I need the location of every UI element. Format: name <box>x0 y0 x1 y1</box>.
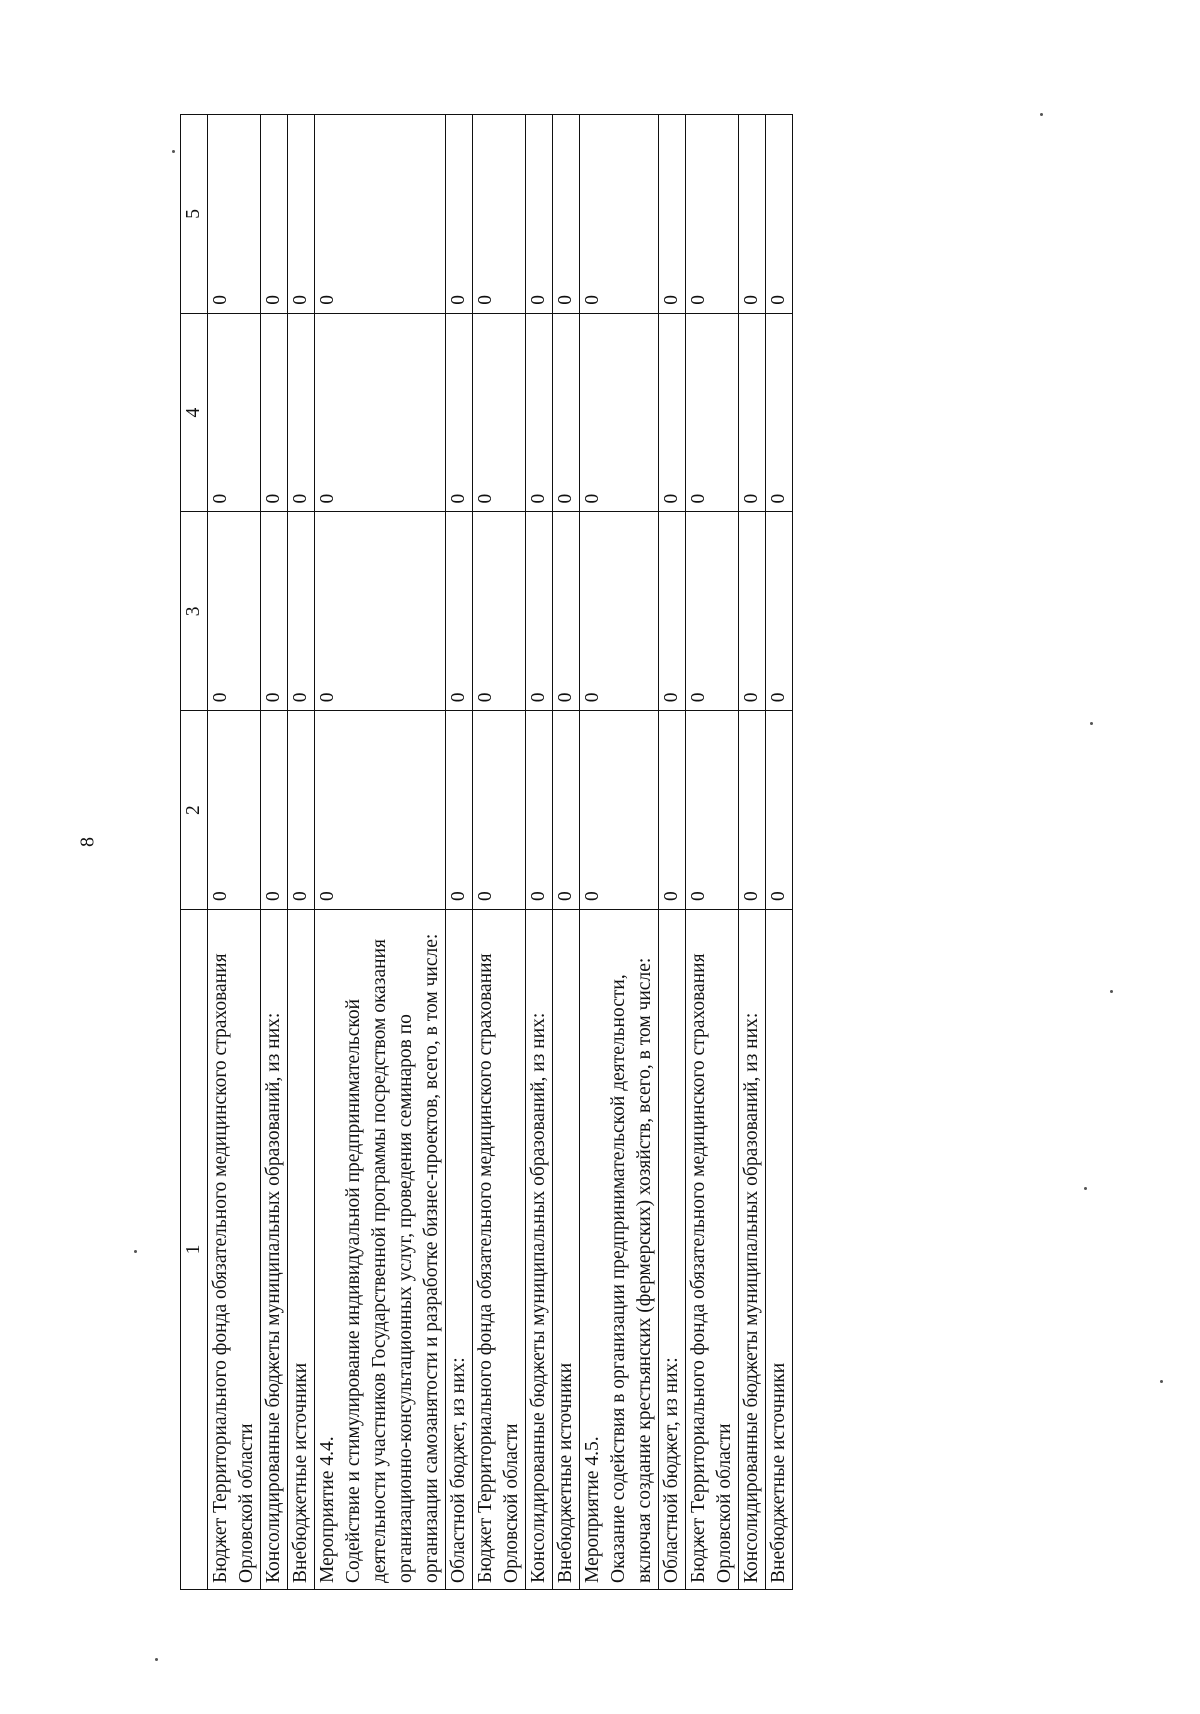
value-cell: 0 <box>446 711 473 910</box>
value-cell: 0 <box>580 711 659 910</box>
value-cell: 0 <box>473 512 526 711</box>
header-cell: 4 <box>181 313 208 512</box>
table-row <box>261 115 288 1590</box>
value-cell: 0 <box>208 711 261 910</box>
value-cell: 0 <box>739 115 766 314</box>
row-label: Мероприятие 4.4. Содействие и стимулирование индивидуальной предпринимательской деятельности участников Государственной программы посредством оказания организационно-консультационных услуг, проведения семинаров по организации самозанятости и разработке бизнес-проектов, всего, в том числе: <box>315 910 446 1590</box>
value-cell: 0 <box>686 512 739 711</box>
scan-speckle <box>1040 113 1043 116</box>
page-number: 8 <box>76 837 99 847</box>
table-row <box>686 115 739 1590</box>
row-label: Бюджет Территориального фонда обязательного медицинского страхования Орловской области <box>686 910 739 1590</box>
scan-speckle <box>1160 1380 1163 1383</box>
value-cell: 0 <box>208 512 261 711</box>
value-cell: 0 <box>446 512 473 711</box>
table-row <box>473 115 526 1590</box>
value-cell: 0 <box>315 115 446 314</box>
row-label: Консолидированные бюджеты муниципальных образований, из них: <box>739 910 766 1590</box>
scan-speckle <box>172 150 175 153</box>
value-cell: 0 <box>288 711 315 910</box>
row-label: Областной бюджет, из них: <box>446 910 473 1590</box>
value-cell: 0 <box>315 512 446 711</box>
value-cell: 0 <box>526 115 553 314</box>
header-cell: 1 <box>181 910 208 1590</box>
table-row <box>288 115 315 1590</box>
value-cell: 0 <box>288 512 315 711</box>
row-label: Консолидированные бюджеты муниципальных образований, из них: <box>526 910 553 1590</box>
row-label: Бюджет Территориального фонда обязательного медицинского страхования Орловской области <box>208 910 261 1590</box>
value-cell: 0 <box>766 711 793 910</box>
table-row <box>526 115 553 1590</box>
value-cell: 0 <box>686 313 739 512</box>
scan-speckle <box>1084 1187 1087 1190</box>
table-row <box>553 115 580 1590</box>
header-cell: 3 <box>181 512 208 711</box>
value-cell: 0 <box>553 115 580 314</box>
row-label: Областной бюджет, из них: <box>659 910 686 1590</box>
value-cell: 0 <box>208 313 261 512</box>
value-cell: 0 <box>553 711 580 910</box>
value-cell: 0 <box>446 115 473 314</box>
value-cell: 0 <box>766 115 793 314</box>
value-cell: 0 <box>315 313 446 512</box>
table-row <box>315 115 446 1590</box>
value-cell: 0 <box>261 115 288 314</box>
table-row <box>580 115 659 1590</box>
row-label: Консолидированные бюджеты муниципальных образований, из них: <box>261 910 288 1590</box>
row-label: Бюджет Территориального фонда обязательного медицинского страхования Орловской области <box>473 910 526 1590</box>
value-cell: 0 <box>580 512 659 711</box>
row-label: Внебюджетные источники <box>288 910 315 1590</box>
scan-speckle <box>1090 722 1093 725</box>
value-cell: 0 <box>261 313 288 512</box>
funding-table-container <box>180 115 885 1590</box>
funding-table <box>180 114 793 1590</box>
header-cell: 2 <box>181 711 208 910</box>
value-cell: 0 <box>315 711 446 910</box>
value-cell: 0 <box>580 313 659 512</box>
scan-speckle <box>1110 990 1113 993</box>
value-cell: 0 <box>659 512 686 711</box>
value-cell: 0 <box>659 313 686 512</box>
header-cell: 5 <box>181 115 208 314</box>
value-cell: 0 <box>580 115 659 314</box>
value-cell: 0 <box>659 115 686 314</box>
value-cell: 0 <box>526 512 553 711</box>
value-cell: 0 <box>553 512 580 711</box>
value-cell: 0 <box>553 313 580 512</box>
value-cell: 0 <box>659 711 686 910</box>
value-cell: 0 <box>261 711 288 910</box>
table-row <box>739 115 766 1590</box>
table-row <box>208 115 261 1590</box>
table-row <box>659 115 686 1590</box>
value-cell: 0 <box>526 313 553 512</box>
table-header-row <box>181 115 208 1590</box>
value-cell: 0 <box>766 512 793 711</box>
row-label: Мероприятие 4.5. Оказание содействия в организации предпринимательской деятельности, включая создание крестьянских (фермерских) хозяйств, всего, в том числе: <box>580 910 659 1590</box>
value-cell: 0 <box>208 115 261 314</box>
row-label: Внебюджетные источники <box>766 910 793 1590</box>
scan-speckle <box>155 1658 158 1661</box>
value-cell: 0 <box>739 512 766 711</box>
table-row <box>766 115 793 1590</box>
value-cell: 0 <box>473 313 526 512</box>
value-cell: 0 <box>686 115 739 314</box>
row-label: Внебюджетные источники <box>553 910 580 1590</box>
value-cell: 0 <box>288 313 315 512</box>
value-cell: 0 <box>473 115 526 314</box>
scan-speckle <box>134 1250 137 1253</box>
value-cell: 0 <box>739 711 766 910</box>
value-cell: 0 <box>446 313 473 512</box>
value-cell: 0 <box>288 115 315 314</box>
value-cell: 0 <box>686 711 739 910</box>
value-cell: 0 <box>766 313 793 512</box>
value-cell: 0 <box>526 711 553 910</box>
value-cell: 0 <box>473 711 526 910</box>
table-row <box>446 115 473 1590</box>
value-cell: 0 <box>261 512 288 711</box>
value-cell: 0 <box>739 313 766 512</box>
